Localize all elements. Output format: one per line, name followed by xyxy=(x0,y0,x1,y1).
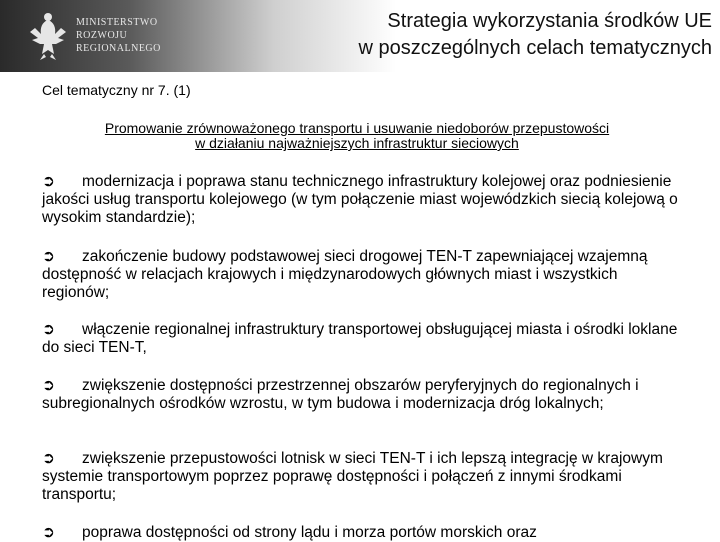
slide-header xyxy=(0,0,720,72)
bullet-text: zakończenie budowy podstawowej sieci drogowej TEN-T zapewniającej wzajemną dostępność w relacjach krajowych i międzynarodowych głównych miast i wszystkich regionów; xyxy=(42,248,648,301)
list-item xyxy=(42,321,678,357)
ministry-line-3: REGIONALNEGO xyxy=(76,43,161,54)
bullet-text: włączenie regionalnej infrastruktury transportowej obsługującej miasta i ośrodki loklane do sieci TEN-T, xyxy=(42,321,678,356)
ministry-line-1: MINISTERSTWO xyxy=(76,17,158,28)
bullet-text: modernizacja i poprawa stanu technicznego infrastruktury kolejowej oraz podniesienie jakości usług transportu kolejowego (w tym połączenie miast wojewódzkich siecią kolejową o wysokim standardzie); xyxy=(42,173,678,226)
list-item xyxy=(42,173,678,227)
arrow-bullet-icon: ➲ xyxy=(42,524,55,541)
arrow-bullet-icon: ➲ xyxy=(42,173,55,190)
thematic-goal-label: Cel tematyczny nr 7. (1) xyxy=(42,82,191,98)
eagle-emblem-icon xyxy=(28,10,68,62)
bullet-text: zwiększenie przepustowości lotnisk w sieci TEN-T i ich lepszą integrację w krajowym systemie transportowym poprzez poprawę dostępności i połączeń z innymi środkami transportu; xyxy=(42,450,663,503)
list-item xyxy=(42,450,678,504)
ministry-logo xyxy=(22,6,172,66)
list-item xyxy=(42,248,678,302)
thematic-goal-description xyxy=(42,121,672,151)
arrow-bullet-icon: ➲ xyxy=(42,377,55,394)
ministry-line-2: ROZWOJU xyxy=(76,30,128,41)
list-item xyxy=(42,524,678,542)
bullet-text: poprawa dostępności od strony lądu i morza portów morskich oraz xyxy=(82,524,537,541)
slide-title-line-2: w poszczególnych celach tematycznych xyxy=(358,37,712,59)
slide-title xyxy=(359,8,713,62)
slide-title-line-1: Strategia wykorzystania środków UE xyxy=(387,10,712,32)
bullet-text: zwiększenie dostępności przestrzennej obszarów peryferyjnych do regionalnych i subregionalnych ośrodków wzrostu, w tym budowa i modernizacja dróg lokalnych; xyxy=(42,377,639,412)
arrow-bullet-icon: ➲ xyxy=(42,450,55,467)
arrow-bullet-icon: ➲ xyxy=(42,248,55,265)
description-line-2: w działaniu najważniejszych infrastruktur sieciowych xyxy=(195,135,519,151)
description-line-1: Promowanie zrównoważonego transportu i usuwanie niedoborów przepustowości xyxy=(104,120,610,136)
arrow-bullet-icon: ➲ xyxy=(42,321,55,338)
ministry-name xyxy=(76,16,161,55)
list-item xyxy=(42,377,678,413)
